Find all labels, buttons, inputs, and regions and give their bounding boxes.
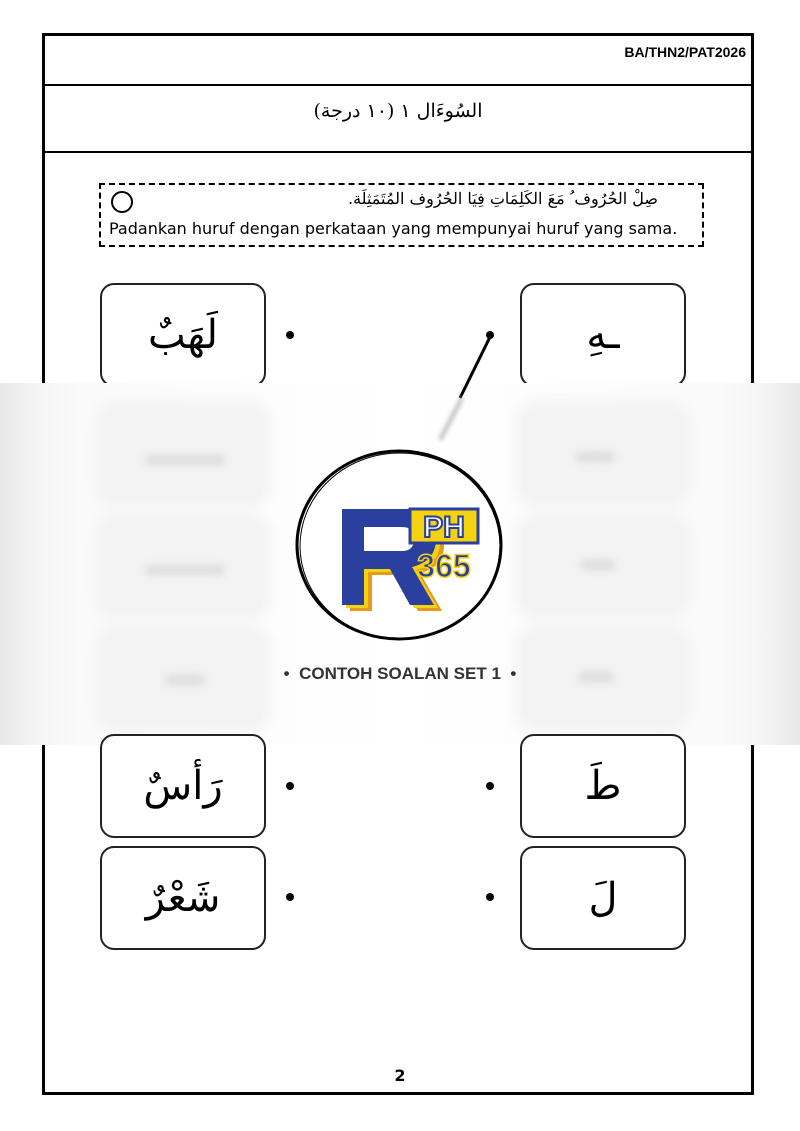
letter-card: طَ [520, 734, 686, 838]
document-code: BA/THN2/PAT2026 [624, 44, 746, 60]
word-card: لَهَبٌ [100, 283, 266, 387]
match-dot-right[interactable] [486, 893, 494, 901]
logo-ph-text: PH [423, 511, 465, 544]
match-dot-left[interactable] [286, 782, 294, 790]
instruction-arabic: صِلْ الحُرُوف ُ مَعَ الكَلِمَاتِ فِيَا الحُرُوف المُتَمَثِلَة. [348, 189, 658, 208]
letter-card: ـهِ [520, 283, 686, 387]
rph365-logo [294, 447, 504, 643]
match-dot-left[interactable] [286, 893, 294, 901]
question-title: السُوءَال ١ (١٠ درجة) [313, 100, 483, 122]
word-card: رَأسٌ [100, 734, 266, 838]
page-number: 2 [394, 1066, 406, 1085]
watermark-label: • CONTOH SOALAN SET 1 • [283, 664, 517, 683]
word-card: شَعْرٌ [100, 846, 266, 950]
letter-card: لَ [520, 846, 686, 950]
instruction-malay: Padankan huruf dengan perkataan yang mempunyai huruf yang sama. [109, 219, 678, 238]
match-dot-right[interactable] [486, 782, 494, 790]
logo-365-text: 365 [417, 548, 471, 584]
